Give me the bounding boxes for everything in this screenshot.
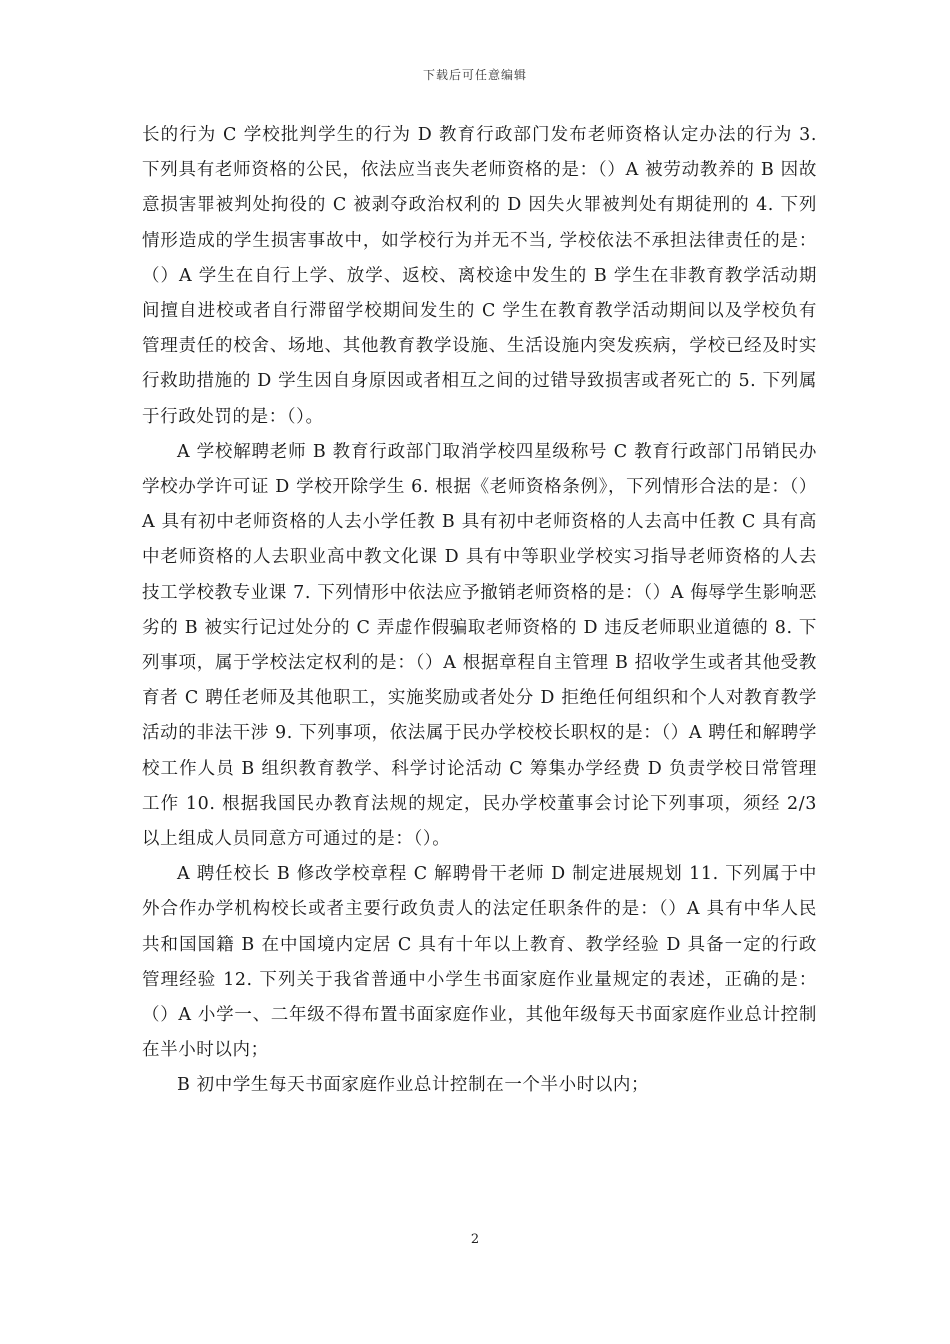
- paragraph: A 学校解聘老师 B 教育行政部门取消学校四星级称号 C 教育行政部门吊销民办学校办学许可证 D 学校开除学生 6. 根据《老师资格条例》，下列情形合法的是：（）A 具有初中老师资格的人去小学任教 B 具有初中老师资格的人去高中任教 C 具有高中老师资格的人去职业高中教文化课 D 具有中等职业学校实习指导老师资格的人去技工学校教专业课 7. 下列情形中依法应予撤销老师资格的是：（）A 侮辱学生影响恶劣的 B 被实行记过处分的 C 弄虚作假骗取老师资格的 D 违反老师职业道德的 8. 下列事项，属于学校法定权利的是：（）A 根据章程自主管理 B 招收学生或者其他受教育者 C 聘任老师及其他职工，实施奖励或者处分 D 拒绝任何组织和个人对教育教学活动的非法干涉 9. 下列事项，依法属于民办学校校长职权的是：（）A 聘任和解聘学校工作人员 B 组织教育教学、科学讨论活动 C 筹集办学经费 D 负责学校日常管理工作 10. 根据我国民办教育法规的规定，民办学校董事会讨论下列事项，须经 2/3 以上组成人员同意方可通过的是：（）。: [142, 441, 817, 850]
- page-header: 下载后可任意编辑: [422, 68, 527, 82]
- paragraph: 长的行为 C 学校批判学生的行为 D 教育行政部门发布老师资格认定办法的行为 3. 下列具有老师资格的公民，依法应当丧失老师资格的是：（）A 被劳动教养的 B 因故意损害罪被判处拘役的 C 被剥夺政治权利的 D 因失火罪被判处有期徒刑的 4. 下列情形造成的学生损害事故中，如学校行为并无不当, 学校依法不承担法律责任的是：（）A 学生在自行上学、放学、返校、离校途中发生的 B 学生在非教育教学活动期间擅自进校或者自行滞留学校期间发生的 C 学生在教育教学活动期间以及学校负有管理责任的校舍、场地、其他教育教学设施、生活设施内突发疾病，学校已经及时实行救助措施的 D 学生因自身原因或者相互之间的过错导致损害或者死亡的 5. 下列属于行政处罚的是：（）。: [142, 125, 817, 427]
- page-number: 2: [470, 1232, 480, 1247]
- paragraph: B 初中学生每天书面家庭作业总计控制在一个半小时以内；: [177, 1075, 650, 1096]
- paragraph: A 聘任校长 B 修改学校章程 C 解聘骨干老师 D 制定进展规划 11. 下列属于中外合作办学机构校长或者主要行政负责人的法定任职条件的是：（）A 具有中华人民共和国国籍 B 在中国境内定居 C 具有十年以上教育、教学经验 D 具备一定的行政管理经验 12. 下列关于我省普通中小学生书面家庭作业量规定的表述，正确的是：（）A 小学一、二年级不得布置书面家庭作业，其他年级每天书面家庭作业总计控制在半小时以内；: [142, 864, 817, 1061]
- document-body: [142, 118, 817, 1104]
